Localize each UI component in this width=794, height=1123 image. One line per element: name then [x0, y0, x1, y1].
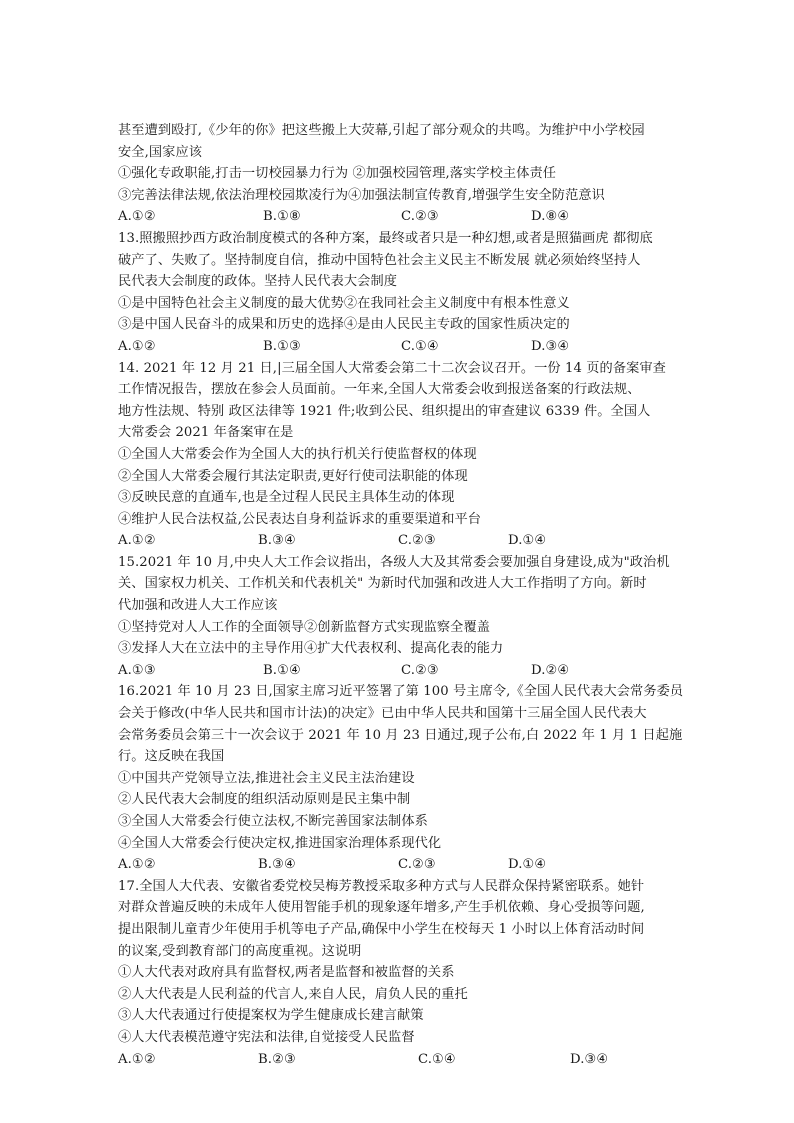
statement-line: ①全国人大常委会作为全国人大的执行机关行使监督权的体现 — [118, 446, 477, 462]
option-d: D.①④ — [508, 533, 547, 549]
option-d: D.①④ — [508, 857, 547, 873]
option-b: B.②③ — [258, 1051, 296, 1067]
question-block — [118, 876, 678, 1070]
options-row — [118, 206, 678, 228]
option-b: B.③④ — [258, 857, 296, 873]
option-a: A.①② — [118, 1051, 156, 1067]
statement-line: ③反映民意的直通车,也是全过程人民民主具体生动的体现 — [118, 490, 455, 506]
option-a: A.①② — [118, 338, 156, 354]
statement-line: ③人大代表通过行使提案权为学生健康成长建言献策 — [118, 1008, 424, 1024]
question-block — [118, 552, 678, 682]
statement-line: ②人民代表大会制度的组织活动原则是民主集中制 — [118, 792, 411, 808]
question-stem-line: 14. 2021 年 12 月 21 日,|三届全国人大常委会第二十二次会议召开。一份 14 页的备案审查 — [118, 360, 666, 376]
question-stem-line: 安全,国家应该 — [118, 144, 203, 160]
option-a: A.①② — [118, 533, 156, 549]
statement-line: ①坚持党对人人工作的全面领导②创新监督方式实现监察全覆盖 — [118, 619, 491, 635]
statement-line: ④全国人大常委会行使决定权,推进国家治理体系现代化 — [118, 835, 442, 851]
statement-line: ④维护人民合法权益,公民表达自身利益诉求的重要渠道和平台 — [118, 511, 482, 527]
question-stem-line: 甚至遭到殴打,《少年的你》把这些搬上大荧幕,引起了部分观众的共鸣。为维护中小学校园 — [118, 123, 645, 138]
option-a: A.①③ — [118, 662, 156, 678]
question-stem-line: 大常委会 2021 年备案审在是 — [118, 425, 294, 441]
option-c: C.②③ — [401, 662, 439, 678]
option-d: D.③④ — [570, 1051, 609, 1067]
statement-line: ③全国人大常委会行使立法权,不断完善国家法制体系 — [118, 814, 428, 829]
options-row — [118, 336, 678, 358]
question-block — [118, 681, 684, 875]
statement-line: ①中国共产党领导立法,推进社会主义民主法治建设 — [118, 770, 415, 786]
option-b: B.①③ — [263, 338, 301, 354]
question-stem-line: 行。这反映在我国 — [118, 749, 225, 765]
options-row — [118, 1049, 678, 1071]
question-stem-line: 地方性法规、特别 政区法律等 1921 件;收到公民、组织提出的审查建议 6339 件。全国人 — [118, 403, 651, 419]
statement-line: ①强化专政职能,打击一切校园暴力行为 ②加强校园管理,落实学校主体责任 — [118, 166, 557, 182]
statement-line: ②全国人大常委会履行其法定职责,更好行使司法职能的体现 — [118, 468, 468, 484]
question-stem-line: 的议案,受到教育部门的高度重视。这说明 — [118, 943, 362, 959]
options-row — [118, 854, 678, 876]
question-stem-line: 会常务委员会第三十一次会议于 2021 年 10 月 23 日通过,现子公布,白 2022 年 1 月 1 日起施 — [118, 727, 683, 743]
statement-line: ④人大代表模范遵守宪法和法律,自觉接受人民监督 — [118, 1029, 415, 1045]
option-c: C.②③ — [398, 857, 436, 873]
question-stem-line: 破产了、失败了。坚持制度自信，推动中国特色社会主义民主不断发展 就必须始终坚持人 — [118, 252, 641, 268]
question-block — [118, 358, 678, 552]
option-b: B.①④ — [263, 662, 301, 678]
question-stem-line: 对群众普遍反映的未成年人使用智能手机的现象逐年增多,产生手机依赖、身心受损等问题, — [118, 900, 645, 916]
question-stem-line: 会关于修改(中华人民共和国市计法)的决定》已由中华人民共和国第十三届全国人民代表大 — [118, 706, 647, 722]
option-d: D.③④ — [531, 338, 570, 354]
statement-line: ③完善法律法规,依法治理校园欺凌行为④加强法制宣传教育,增强学生安全防范意识 — [118, 187, 605, 203]
option-d: D.②④ — [531, 662, 570, 678]
question-stem-line: 代加强和改进人大工作应该 — [118, 598, 278, 614]
question-stem-line: 16.2021 年 10 月 23 日,国家主席习近平签署了第 100 号主席令,《全国人民代表大会常务委员 — [118, 684, 684, 700]
option-b: B.③④ — [258, 533, 296, 549]
option-c: C.①④ — [401, 338, 439, 354]
option-b: B.①⑧ — [263, 209, 301, 225]
option-c: C.①④ — [418, 1051, 456, 1067]
statement-line: ③是中国人民奋斗的成果和历史的选择④是由人民民主专政的国家性质决定的 — [118, 317, 570, 333]
statement-line: ①人大代表对政府具有监督权,两者是监督和被监督的关系 — [118, 965, 455, 981]
question-stem-line: 关、国家权力机关、工作机关和代表机关" 为新时代加强和改进人大工作指明了方向。新时 — [118, 576, 647, 592]
statement-line: ③发择人大在立法中的主导作用④扩大代表权利、提高化表的能力 — [118, 641, 504, 657]
statement-line: ②人大代表是人民利益的代言人,来自人民，肩负人民的重托 — [118, 986, 468, 1002]
options-row — [118, 530, 678, 552]
statement-line: ①是中国特色社会主义制度的最大优势②在我同社会主义制度中有根本性意义 — [118, 295, 570, 311]
option-a: A.①② — [118, 209, 156, 225]
question-block — [118, 228, 678, 358]
exam-page — [118, 120, 684, 1070]
option-d: D.⑧④ — [531, 209, 570, 225]
question-stem-line: 工作情况报告，摆放在参会人员面前。一年来,全国人大常委会收到报送备案的行政法规、 — [118, 382, 641, 398]
option-c: C.②③ — [401, 209, 439, 225]
option-c: C.②③ — [398, 533, 436, 549]
question-stem-line: 15.2021 年 10 月,中央人大工作会议指出，各级人大及其常委会要加强自身建设,成为"政治机 — [118, 554, 670, 570]
question-stem-line: 13.照搬照抄西方政治制度模式的各种方案，最终或者只是一种幻想,或者是照猫画虎 都彻底 — [118, 230, 653, 246]
options-row — [118, 660, 678, 682]
question-stem-line: 提出限制儿童青少年使用手机等电子产品,确保中小学生在校每天 1 小时以上体育活动时间 — [118, 921, 645, 937]
question-block — [118, 120, 678, 228]
option-a: A.①② — [118, 857, 156, 873]
question-stem-line: 民代表大会制度的政体。坚持人民代表大会制度 — [118, 274, 398, 290]
question-stem-line: 17.全国人大代表、安徽省委党校吴梅芳教授采取多种方式与人民群众保持紧密联系。她针 — [118, 878, 645, 894]
